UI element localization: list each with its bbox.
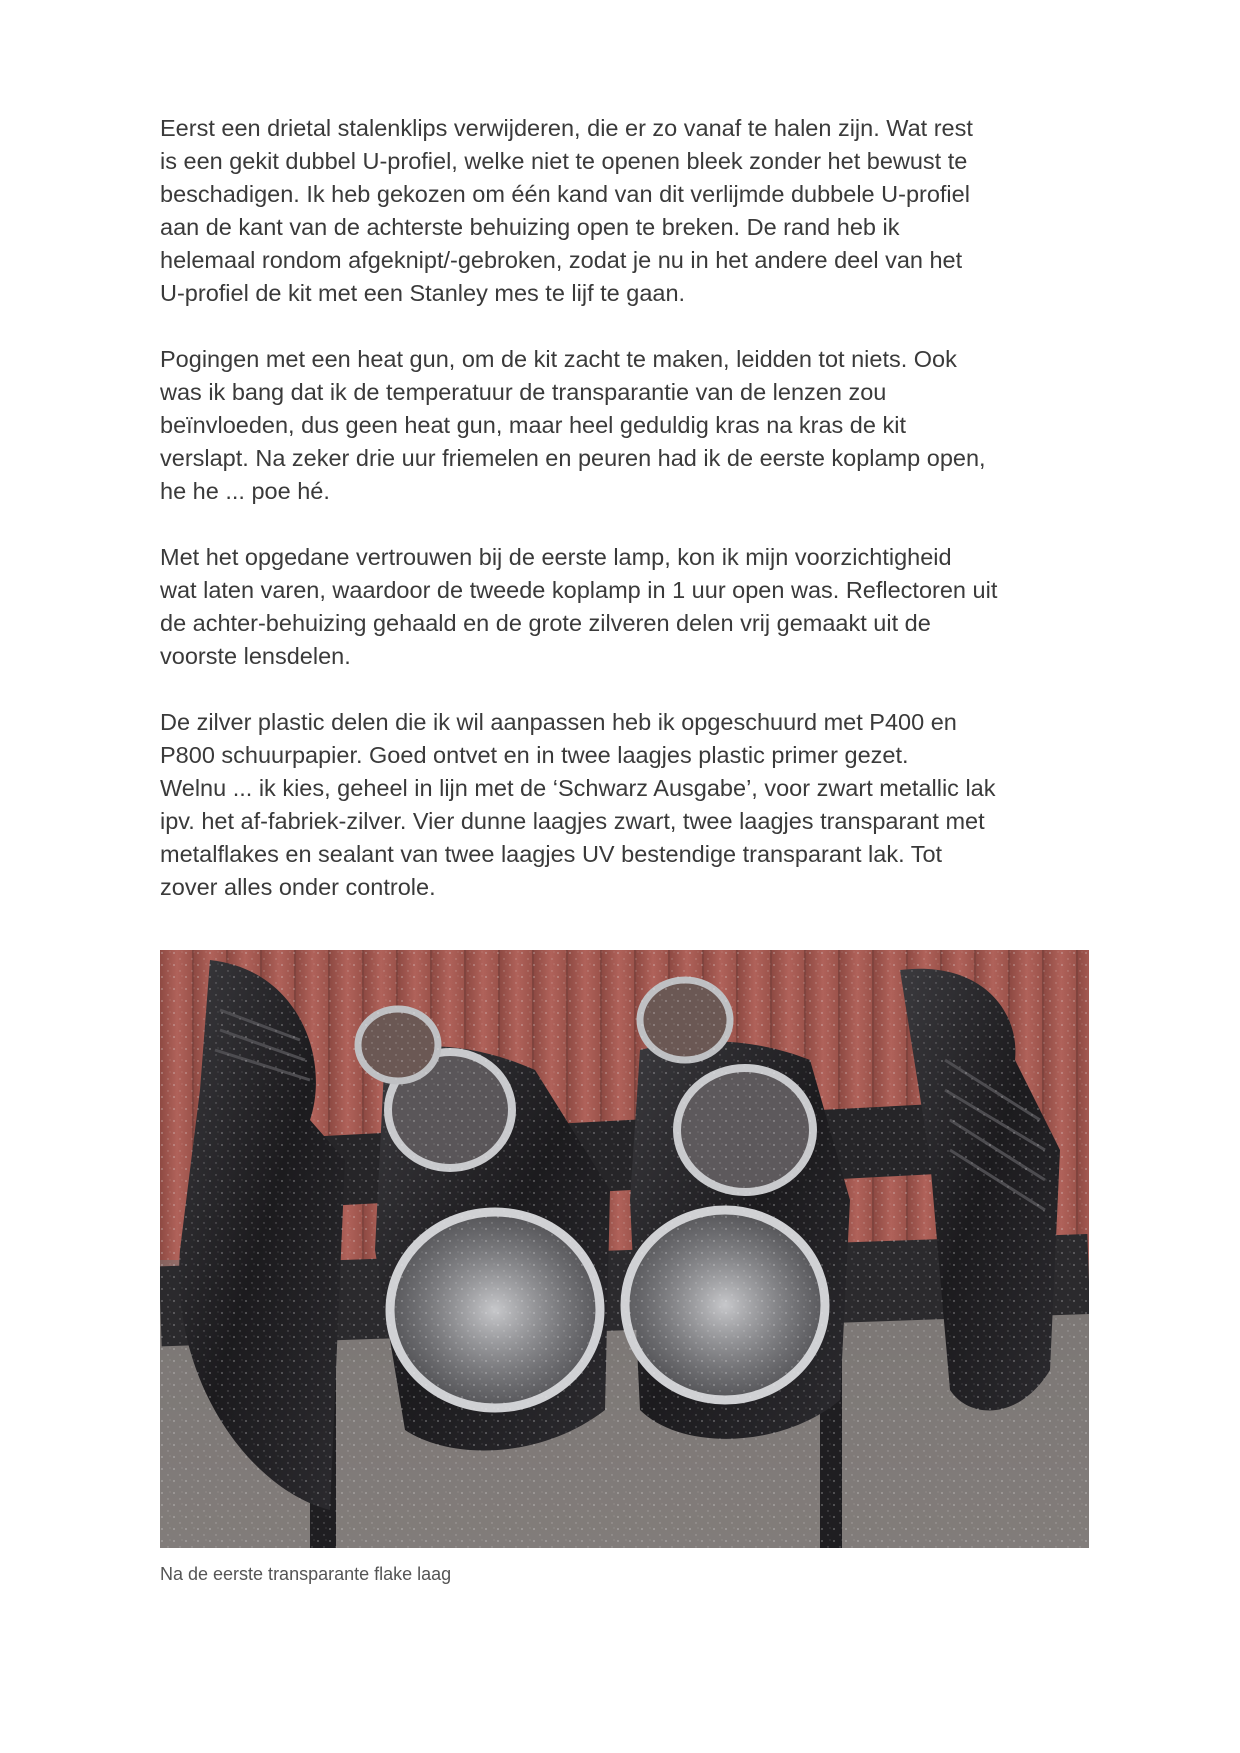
article-figure	[160, 950, 1089, 1586]
text-line: de achter-behuizing gehaald en de grote zilveren delen vrij gemaakt uit de	[160, 610, 931, 636]
text-line: De zilver plastic delen die ik wil aanpassen heb ik opgeschuurd met P400 en	[160, 709, 957, 735]
text-line: U-profiel de kit met een Stanley mes te lijf te gaan.	[160, 280, 686, 306]
text-line: Pogingen met een heat gun, om de kit zacht te maken, leidden tot niets. Ook	[160, 346, 957, 372]
figure-caption: Na de eerste transparante flake laag	[160, 1564, 452, 1584]
text-line: is een gekit dubbel U-profiel, welke niet te openen bleek zonder het bewust te	[160, 148, 968, 174]
paragraph-4	[160, 706, 1090, 904]
text-line: aan de kant van de achterste behuizing open te breken. De rand heb ik	[160, 214, 900, 240]
text-line: beïnvloeden, dus geen heat gun, maar heel geduldig kras na kras de kit	[160, 412, 906, 438]
text-line: helemaal rondom afgeknipt/-gebroken, zodat je nu in het andere deel van het	[160, 247, 963, 273]
paragraph-2	[160, 343, 1090, 508]
text-line: ipv. het af-fabriek-zilver. Vier dunne laagjes zwart, twee laagjes transparant met	[160, 808, 985, 834]
text-line: beschadigen. Ik heb gekozen om één kand van dit verlijmde dubbele U-profiel	[160, 181, 970, 207]
text-line: Met het opgedane vertrouwen bij de eerste lamp, kon ik mijn voorzichtigheid	[160, 544, 952, 570]
text-line: verslapt. Na zeker drie uur friemelen en peuren had ik de eerste koplamp open,	[160, 445, 986, 471]
article-body	[160, 112, 1090, 937]
text-line: metalflakes en sealant van twee laagjes UV bestendige transparant lak. Tot	[160, 841, 943, 867]
text-line: he he ... poe hé.	[160, 478, 330, 504]
text-line: P800 schuurpapier. Goed ontvet en in twee laagjes plastic primer gezet.	[160, 742, 909, 768]
text-line: voorste lensdelen.	[160, 643, 351, 669]
text-line: wat laten varen, waardoor de tweede koplamp in 1 uur open was. Reflectoren uit	[160, 577, 998, 603]
text-line: Eerst een drietal stalenklips verwijderen, die er zo vanaf te halen zijn. Wat rest	[160, 115, 973, 141]
text-line: zover alles onder controle.	[160, 874, 436, 900]
headlamp-parts-photo	[160, 950, 1089, 1548]
text-line: was ik bang dat ik de temperatuur de transparantie van de lenzen zou	[160, 379, 887, 405]
paragraph-1	[160, 112, 1090, 310]
paragraph-3	[160, 541, 1090, 673]
text-line: Welnu ... ik kies, geheel in lijn met de ‘Schwarz Ausgabe’, voor zwart metallic lak	[160, 775, 996, 801]
